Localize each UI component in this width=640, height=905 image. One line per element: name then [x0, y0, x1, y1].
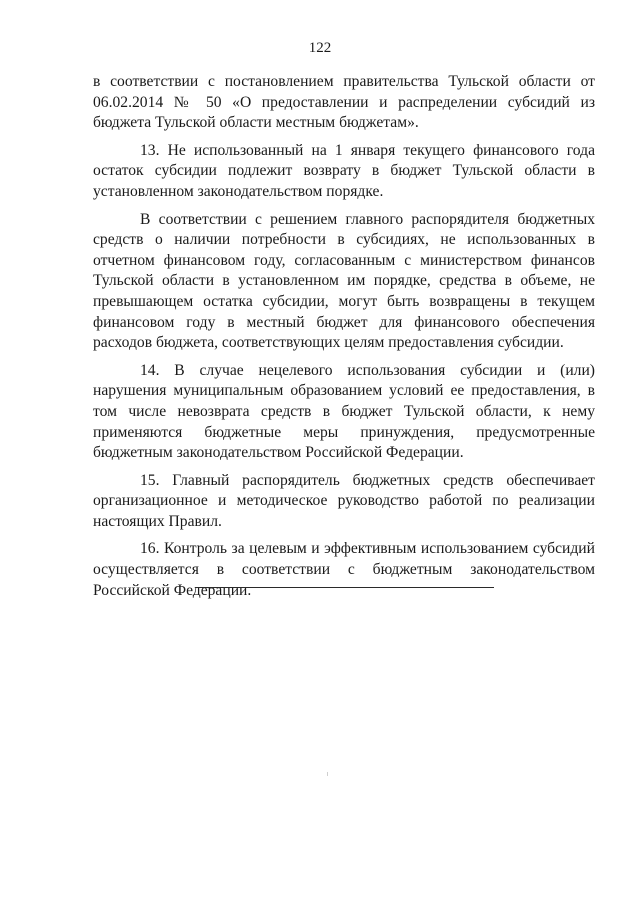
end-separator-line	[195, 587, 494, 588]
paragraph-13-continued: В соответствии с решением главного распорядителя бюджетных средств о наличии потребности в субсидиях, не использованных в отчетном финансовом году, согласованным с министерством финансов Тульской области в установленном им порядке, средства в объеме, не превышающем остатка субсидии, могут быть возвращены в текущем финансовом году в местный бюджет для финансового обеспечения расходов бюджета, соответствующих целям предоставления субсидии.	[93, 210, 595, 352]
scan-speck	[327, 772, 328, 776]
page-number: 122	[308, 40, 332, 56]
paragraph-continuation: в соответствии с постановлением правительства Тульской области от 06.02.2014 № 50 «О предоставлении и распределении субсидий из бюджета Тульской области местным бюджетам».	[93, 73, 595, 132]
paragraph-15: 15. Главный распорядитель бюджетных средств обеспечивает организационное и методическое руководство работой по реализации настоящих Правил.	[93, 471, 595, 530]
paragraph-16: 16. Контроль за целевым и эффективным использованием субсидий осуществляется в соответствии с бюджетным законодательством Российской Федерации.	[93, 540, 595, 599]
paragraph-13: 13. Не использованный на 1 января текущего финансового года остаток субсидии подлежит возврату в бюджет Тульской области в установленном законодательством порядке.	[93, 141, 595, 200]
document-body	[93, 72, 595, 608]
paragraph-14: 14. В случае нецелевого использования субсидии и (или) нарушения муниципальным образованием условий ее предоставления, в том числе невозврата средств в бюджет Тульской области, к нему применяются бюджетные меры принуждения, предусмотренные бюджетным законодательством Российской Федерации.	[93, 361, 595, 462]
